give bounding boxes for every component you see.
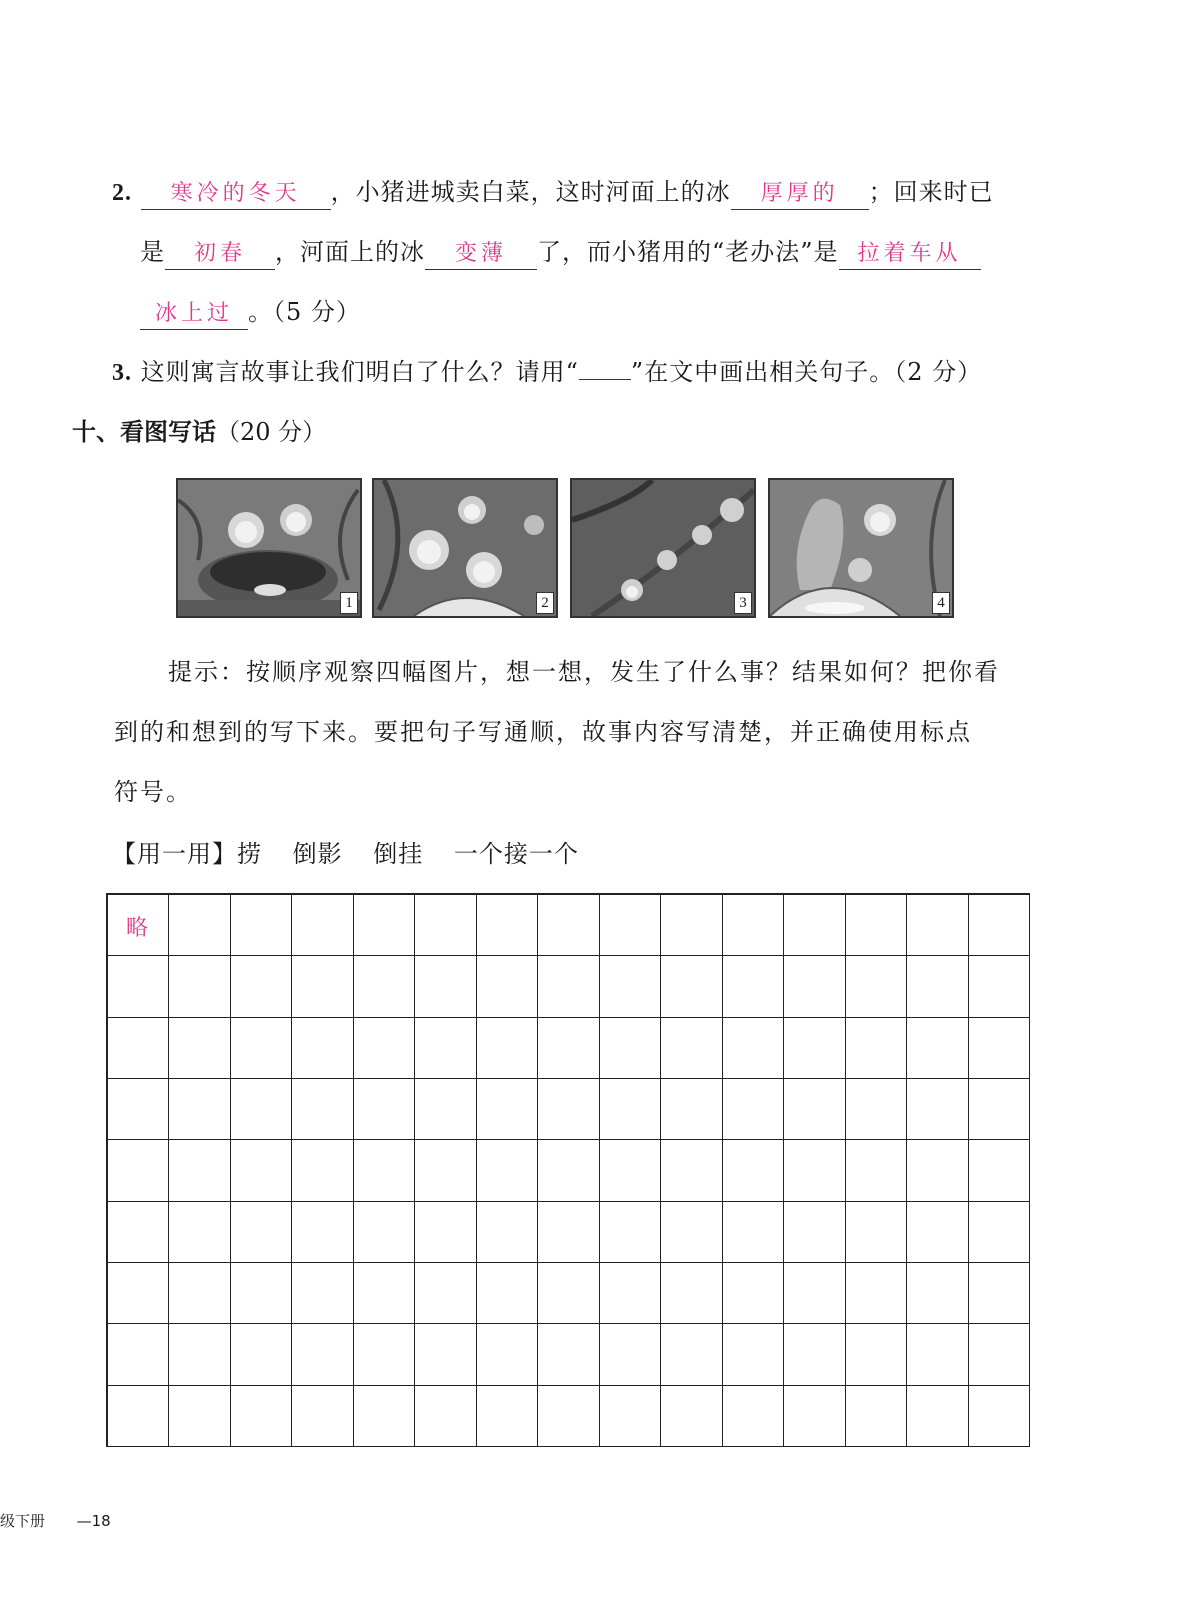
- grid-cell[interactable]: [784, 1386, 845, 1447]
- grid-cell[interactable]: [108, 1079, 169, 1140]
- grid-cell[interactable]: [784, 1140, 845, 1201]
- grid-cell[interactable]: [661, 1386, 722, 1447]
- grid-cell[interactable]: [354, 1263, 415, 1324]
- footer-page-number: —18: [76, 1512, 111, 1530]
- grid-cell[interactable]: [415, 1202, 476, 1263]
- grid-cell[interactable]: [538, 1386, 599, 1447]
- grid-cell[interactable]: [969, 1324, 1030, 1385]
- grid-cell[interactable]: [231, 1263, 292, 1324]
- vocab-label: 【用一用】: [112, 840, 237, 868]
- picture-number-2: 2: [536, 592, 554, 614]
- grid-cell[interactable]: [108, 956, 169, 1017]
- grid-cell[interactable]: [846, 956, 907, 1017]
- grid-cell[interactable]: [108, 1018, 169, 1079]
- section-10-title: [72, 412, 326, 447]
- grid-cell[interactable]: [907, 1140, 968, 1201]
- grid-cell[interactable]: [538, 1140, 599, 1201]
- story-picture-1: [176, 478, 362, 618]
- grid-cell[interactable]: [354, 1140, 415, 1201]
- grid-cell[interactable]: [969, 1202, 1030, 1263]
- section-10-score: （20 分）: [216, 418, 327, 446]
- picture-number-4: 4: [932, 592, 950, 614]
- grid-cell[interactable]: [292, 1079, 353, 1140]
- grid-cell[interactable]: [477, 1386, 538, 1447]
- grid-cell[interactable]: [661, 895, 722, 956]
- q3-text-after: ”在文中画出相关句子。（2 分）: [630, 358, 983, 386]
- grid-cell[interactable]: [907, 1386, 968, 1447]
- grid-cell[interactable]: [907, 1202, 968, 1263]
- grid-cell[interactable]: [415, 1263, 476, 1324]
- grid-cell[interactable]: [169, 1018, 230, 1079]
- footer-book: 级下册: [0, 1512, 46, 1530]
- grid-cell[interactable]: [292, 1263, 353, 1324]
- grid-cell[interactable]: [169, 1324, 230, 1385]
- grid-cell[interactable]: [292, 956, 353, 1017]
- grid-cell[interactable]: [231, 1018, 292, 1079]
- vocab-word-2: 倒影: [292, 840, 343, 868]
- grid-cell[interactable]: [354, 1202, 415, 1263]
- grid-cell[interactable]: [907, 1324, 968, 1385]
- grid-cell[interactable]: [108, 895, 169, 956]
- grid-cell[interactable]: [538, 1202, 599, 1263]
- grid-cell[interactable]: [846, 1140, 907, 1201]
- q2-text-2: ；回来时已: [868, 178, 994, 206]
- grid-answer-text: 略: [126, 916, 149, 941]
- grid-cell[interactable]: [231, 1202, 292, 1263]
- grid-cell[interactable]: [538, 895, 599, 956]
- grid-cell[interactable]: [846, 1263, 907, 1324]
- grid-cell[interactable]: [477, 1079, 538, 1140]
- grid-cell[interactable]: [723, 895, 784, 956]
- grid-cell[interactable]: [784, 1263, 845, 1324]
- grid-cell[interactable]: [169, 1079, 230, 1140]
- q2-answer-blank-5b: 冰上过: [140, 299, 248, 330]
- grid-cell[interactable]: [354, 956, 415, 1017]
- grid-cell[interactable]: [415, 956, 476, 1017]
- story-picture-3: [570, 478, 756, 618]
- grid-cell[interactable]: [723, 1140, 784, 1201]
- grid-cell[interactable]: [538, 1018, 599, 1079]
- grid-cell[interactable]: [231, 895, 292, 956]
- page-footer: [0, 1510, 111, 1531]
- grid-cell[interactable]: [723, 956, 784, 1017]
- hint-line-2: 到的和想到的写下来。要把句子写通顺，故事内容写清楚，并正确使用标点: [114, 718, 972, 746]
- grid-cell[interactable]: [846, 1018, 907, 1079]
- grid-cell[interactable]: [784, 1079, 845, 1140]
- grid-cell[interactable]: [292, 1018, 353, 1079]
- grid-cell[interactable]: [907, 1079, 968, 1140]
- q2-answer-blank-2: 厚厚的: [731, 179, 869, 210]
- grid-cell[interactable]: [415, 1079, 476, 1140]
- grid-cell[interactable]: [661, 956, 722, 1017]
- vocab-word-1: 捞: [237, 840, 262, 868]
- grid-cell[interactable]: [784, 895, 845, 956]
- grid-cell[interactable]: [108, 1324, 169, 1385]
- grid-cell[interactable]: [600, 1202, 661, 1263]
- q2-text-1: ，小猪进城卖白菜，这时河面上的冰: [330, 178, 731, 206]
- grid-cell[interactable]: [292, 1324, 353, 1385]
- grid-cell[interactable]: [661, 1018, 722, 1079]
- grid-cell[interactable]: [969, 1079, 1030, 1140]
- hint-line-1: 提示：按顺序观察四幅图片，想一想，发生了什么事？结果如何？把你看: [168, 658, 1000, 686]
- grid-cell[interactable]: [169, 1386, 230, 1447]
- grid-cell[interactable]: [600, 1018, 661, 1079]
- picture-number-1: 1: [340, 592, 358, 614]
- q2-text-5: 了，而小猪用的“老办法”是: [537, 238, 839, 266]
- grid-cell[interactable]: [784, 1324, 845, 1385]
- grid-cell[interactable]: [477, 1018, 538, 1079]
- grid-cell[interactable]: [415, 1386, 476, 1447]
- grid-cell[interactable]: [538, 956, 599, 1017]
- grid-cell[interactable]: [231, 1140, 292, 1201]
- hint-line-3: 符号。: [114, 778, 192, 806]
- picture-3-illustration: [572, 480, 754, 616]
- story-picture-4: [768, 478, 954, 618]
- q3-text-before: 这则寓言故事让我们明白了什么？请用“: [140, 358, 579, 386]
- q3-underline-sample: [579, 379, 631, 380]
- grid-cell[interactable]: [231, 1079, 292, 1140]
- grid-cell[interactable]: [354, 1386, 415, 1447]
- grid-cell[interactable]: [846, 895, 907, 956]
- grid-cell[interactable]: [477, 1324, 538, 1385]
- grid-cell[interactable]: [169, 1140, 230, 1201]
- grid-cell[interactable]: [723, 1202, 784, 1263]
- grid-cell[interactable]: [415, 895, 476, 956]
- vocab-line: [112, 834, 579, 869]
- grid-cell[interactable]: [600, 1263, 661, 1324]
- grid-cell[interactable]: [600, 895, 661, 956]
- grid-cell[interactable]: [907, 895, 968, 956]
- q2-line3: [140, 292, 361, 330]
- grid-cell[interactable]: [969, 956, 1030, 1017]
- grid-cell[interactable]: [477, 895, 538, 956]
- grid-cell[interactable]: [415, 1324, 476, 1385]
- grid-cell[interactable]: [169, 956, 230, 1017]
- story-picture-2: [372, 478, 558, 618]
- grid-cell[interactable]: [477, 956, 538, 1017]
- grid-cell[interactable]: [292, 1386, 353, 1447]
- grid-cell[interactable]: [846, 1324, 907, 1385]
- q2-number: 2.: [112, 180, 132, 206]
- grid-cell[interactable]: [292, 1140, 353, 1201]
- q2-line2: [140, 232, 981, 270]
- grid-cell[interactable]: [723, 1263, 784, 1324]
- grid-cell[interactable]: [292, 1202, 353, 1263]
- grid-cell[interactable]: [661, 1324, 722, 1385]
- picture-2-illustration: [374, 480, 556, 616]
- grid-cell[interactable]: [231, 1386, 292, 1447]
- grid-cell[interactable]: [477, 1202, 538, 1263]
- grid-cell[interactable]: [661, 1202, 722, 1263]
- picture-4-illustration: [770, 480, 952, 616]
- grid-cell[interactable]: [415, 1140, 476, 1201]
- q2-text-6: 。（5 分）: [248, 298, 361, 326]
- grid-cell[interactable]: [108, 1386, 169, 1447]
- q2-text-4: ，河面上的冰: [275, 238, 425, 266]
- grid-cell[interactable]: [354, 895, 415, 956]
- section-10-title-text: 十、看图写话: [72, 418, 216, 446]
- vocab-word-3: 倒挂: [373, 840, 424, 868]
- q3-line: [112, 352, 982, 387]
- q3-number: 3.: [112, 360, 132, 386]
- grid-cell[interactable]: [846, 1079, 907, 1140]
- grid-cell[interactable]: [600, 956, 661, 1017]
- grid-cell[interactable]: [723, 1324, 784, 1385]
- vocab-word-4: 一个接一个: [453, 840, 579, 868]
- grid-cell[interactable]: [354, 1079, 415, 1140]
- grid-cell[interactable]: [354, 1324, 415, 1385]
- grid-cell[interactable]: [600, 1140, 661, 1201]
- picture-number-3: 3: [734, 592, 752, 614]
- grid-cell[interactable]: [969, 895, 1030, 956]
- grid-cell[interactable]: [108, 1263, 169, 1324]
- q2-answer-blank-4: 变薄: [425, 239, 537, 270]
- grid-cell[interactable]: [477, 1263, 538, 1324]
- writing-grid[interactable]: [106, 893, 1030, 1447]
- q2-text-3: 是: [140, 238, 165, 266]
- grid-cell[interactable]: [538, 1079, 599, 1140]
- grid-cell[interactable]: [661, 1263, 722, 1324]
- grid-cell[interactable]: [723, 1079, 784, 1140]
- grid-cell[interactable]: [415, 1018, 476, 1079]
- grid-cell[interactable]: [907, 956, 968, 1017]
- q2-answer-blank-3: 初春: [165, 239, 275, 270]
- grid-cell[interactable]: [600, 1324, 661, 1385]
- q2-line1: [112, 172, 994, 210]
- grid-cell[interactable]: [292, 895, 353, 956]
- grid-cell[interactable]: [846, 1386, 907, 1447]
- grid-cell[interactable]: [169, 895, 230, 956]
- q2-answer-blank-1: 寒冷的冬天: [141, 179, 331, 210]
- grid-cell[interactable]: [723, 1386, 784, 1447]
- grid-cell[interactable]: [354, 1018, 415, 1079]
- grid-cell[interactable]: [477, 1140, 538, 1201]
- grid-cell[interactable]: [846, 1202, 907, 1263]
- grid-cell[interactable]: [969, 1263, 1030, 1324]
- grid-cell[interactable]: [907, 1018, 968, 1079]
- picture-1-illustration: [178, 480, 360, 616]
- grid-cell[interactable]: [169, 1263, 230, 1324]
- grid-cell[interactable]: [600, 1386, 661, 1447]
- grid-cell[interactable]: [907, 1263, 968, 1324]
- grid-cell[interactable]: [784, 1202, 845, 1263]
- grid-cell[interactable]: [969, 1386, 1030, 1447]
- q2-answer-blank-5a: 拉着车从: [839, 239, 981, 270]
- grid-cell[interactable]: [723, 1018, 784, 1079]
- grid-cell[interactable]: [108, 1140, 169, 1201]
- grid-cell[interactable]: [169, 1202, 230, 1263]
- grid-cell[interactable]: [108, 1202, 169, 1263]
- grid-cell[interactable]: [661, 1079, 722, 1140]
- grid-cell[interactable]: [661, 1140, 722, 1201]
- grid-cell[interactable]: [969, 1018, 1030, 1079]
- grid-cell[interactable]: [784, 1018, 845, 1079]
- grid-cell[interactable]: [231, 1324, 292, 1385]
- grid-cell[interactable]: [538, 1324, 599, 1385]
- grid-cell[interactable]: [231, 956, 292, 1017]
- grid-cell[interactable]: [600, 1079, 661, 1140]
- grid-cell[interactable]: [784, 956, 845, 1017]
- grid-cell[interactable]: [969, 1140, 1030, 1201]
- grid-cell[interactable]: [538, 1263, 599, 1324]
